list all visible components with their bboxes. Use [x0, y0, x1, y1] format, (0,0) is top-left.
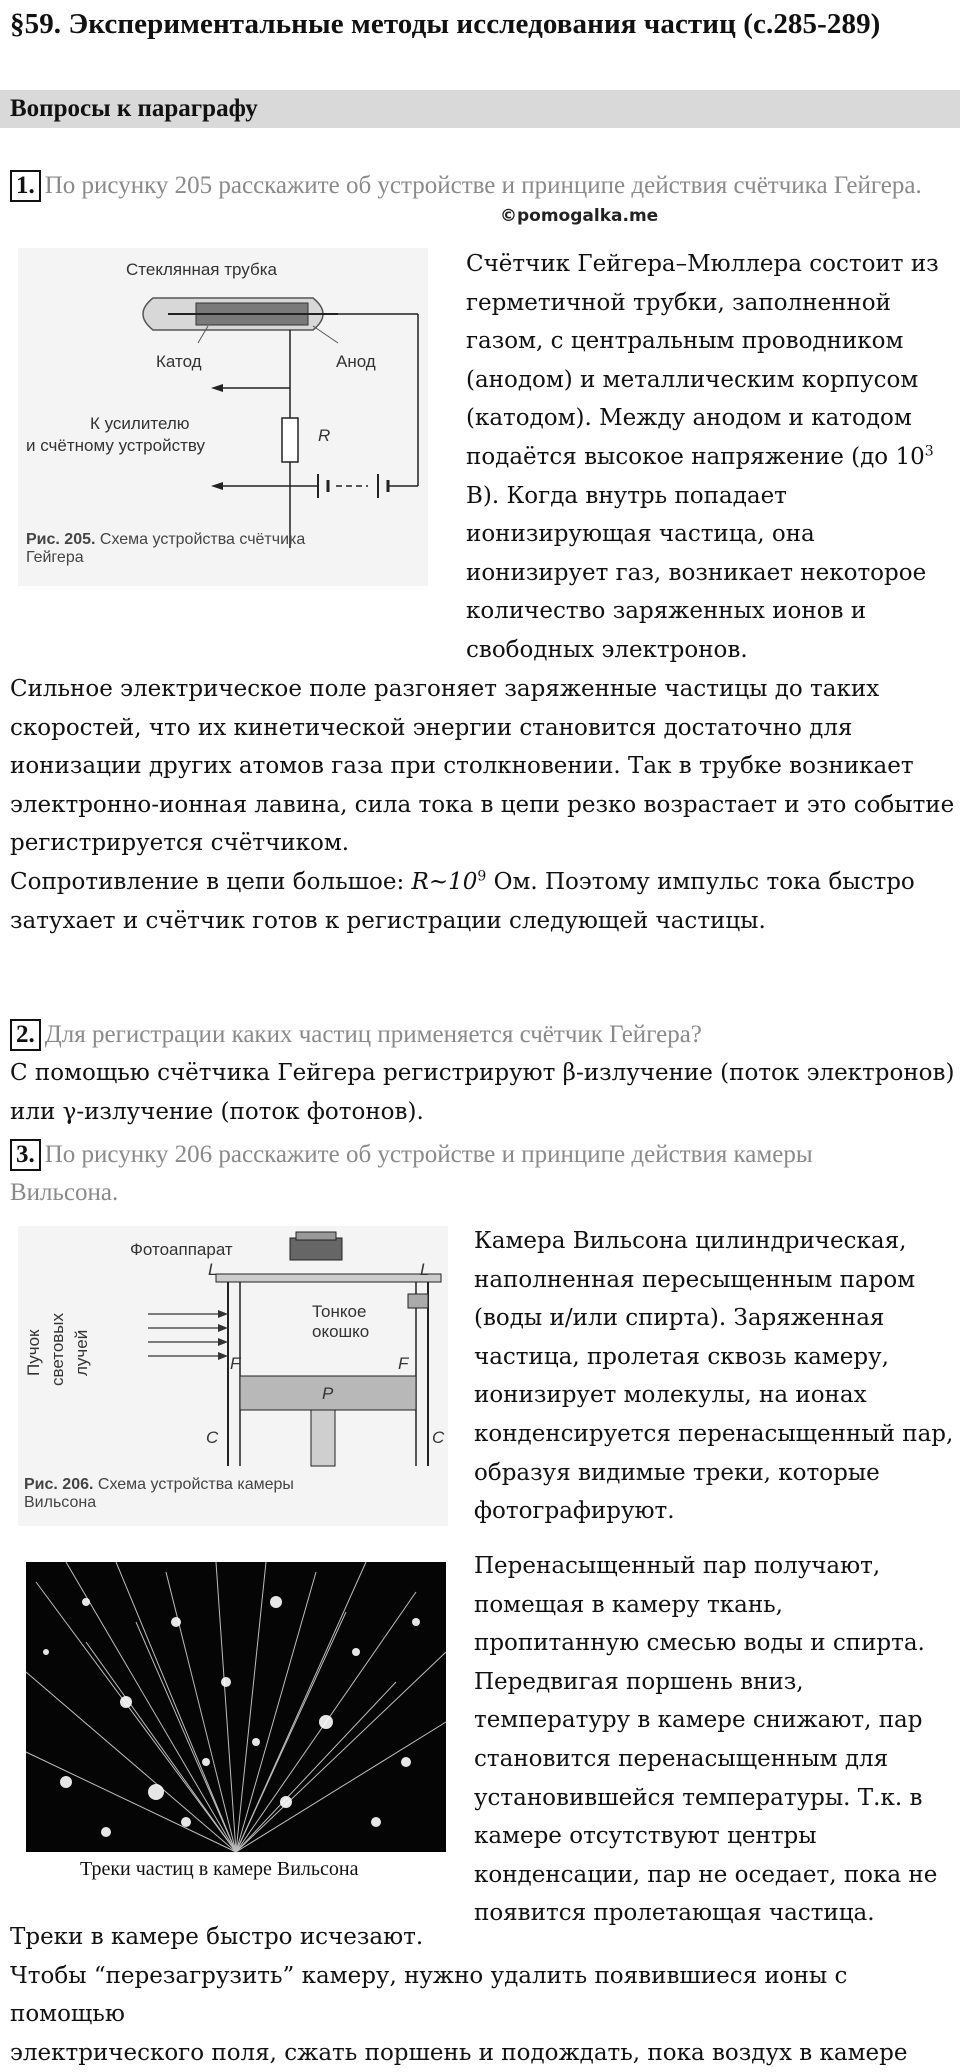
text-span: Сопротивление в цепи большое: [10, 868, 412, 895]
text-line [466, 438, 956, 477]
photo-caption: Треки частиц в камере Вильсона [80, 1858, 359, 1880]
label-beam-2: световых [48, 1312, 67, 1386]
text-line: регистрируется счётчиком. [10, 830, 350, 857]
text-line: (воды и/или спирта). Заряженная [474, 1305, 885, 1332]
text-line: установившейся температуры. Т.к. в [474, 1784, 923, 1811]
figure-caption [24, 1476, 444, 1512]
text-line: Сильное электрическое поле разгоняет заряженные частицы до таких [10, 676, 880, 702]
question-2 [10, 1016, 950, 1054]
label-anode: Анод [336, 352, 376, 371]
q1-side-text [466, 245, 956, 670]
label-c-left: C [206, 1428, 219, 1447]
question-text: По рисунку 206 расскажите об устройстве и принципе действия камеры [44, 1141, 813, 1168]
text-line: (анодом) и металлическим корпусом [466, 366, 919, 393]
text-line: ионизации других атомов газа при столкновении. Так в трубке возникает [10, 753, 914, 780]
q3-side-text-2 [474, 1547, 956, 1933]
label-amplifier-1: К усилителю [90, 414, 190, 433]
superscript: 9 [477, 868, 487, 885]
q2-answer [10, 1054, 955, 1131]
label-p: P [322, 1384, 334, 1403]
text-line: камере отсутствуют центры [474, 1823, 817, 1850]
label-beam-1: Пучок [24, 1329, 43, 1376]
text-line [10, 863, 955, 902]
text-line: Треки в камере быстро исчезают. [10, 1924, 424, 1950]
label-cathode: Катод [156, 352, 202, 371]
text-line: герметичной трубки, заполненной [466, 289, 891, 316]
q1-full-text [10, 670, 955, 940]
section-title: Вопросы к параграфу [10, 95, 258, 122]
text-line: Счётчик Гейгера–Мюллера состоит из [466, 251, 939, 277]
text-line: скоростей, что их кинетической энергии становится достаточно для [10, 714, 853, 741]
particle-tracks-image [26, 1562, 446, 1852]
caption-number: Рис. 206. [24, 1476, 94, 1493]
question-number: 1. [10, 170, 41, 202]
question-text: По рисунку 205 расскажите об устройстве и принципе действия счётчика Гейгера. [44, 172, 922, 199]
text-line: частица, пролетая сквозь камеру, [474, 1343, 889, 1370]
text-line: конденсации, пар не оседает, пока не [474, 1861, 938, 1888]
label-window-2: окошко [312, 1322, 370, 1341]
text-span: Ом. Поэтому импульс тока быстро [486, 868, 915, 895]
text-line: затухает и счётчик готов к регистрации следующей частицы. [10, 907, 766, 934]
q3-full-text [10, 1918, 955, 2072]
text-line: В). Когда внутрь попадает [466, 482, 787, 509]
text-line: становится перенасыщенным для [474, 1745, 889, 1772]
caption-text: Схема устройства счётчика [95, 531, 306, 548]
text-line: Камера Вильсона цилиндрическая, [474, 1228, 907, 1254]
question-3 [10, 1136, 950, 1212]
text-line: электрического поля, сжать поршень и подождать, пока воздух в камере [10, 2039, 908, 2066]
caption-text: Схема устройства камеры [93, 1476, 294, 1493]
section-header [0, 90, 960, 128]
question-line: Вильсона. [10, 1179, 119, 1206]
question-text: Для регистрации каких частиц применяется счётчик Гейгера? [44, 1021, 702, 1048]
question-number: 2. [10, 1019, 41, 1051]
geiger-counter-figure [18, 248, 428, 586]
label-resistor: R [318, 426, 331, 445]
cloud-chamber-figure [18, 1226, 448, 1526]
q3-side-text [474, 1222, 956, 1531]
text-line: ионизирует газ, возникает некоторое [466, 559, 927, 586]
label-l-right: L [420, 1260, 430, 1279]
label-tube: Стеклянная трубка [126, 260, 277, 279]
text-line: появится пролетающая частица. [474, 1900, 875, 1927]
text-line: ионизирующая частица, она [466, 521, 815, 548]
label-c-right: C [432, 1428, 445, 1447]
question-number: 3. [10, 1139, 41, 1171]
text-line: ионизирует молекулы, на ионах [474, 1382, 867, 1409]
watermark: ©pomogalka.me [500, 206, 659, 226]
text-line: Передвигая поршень вниз, [474, 1668, 804, 1695]
text-line: фотографируют. [474, 1498, 675, 1525]
text-line: образуя видимые треки, которые [474, 1459, 880, 1486]
formula: R~10 [411, 868, 478, 895]
text-line: количество заряженных ионов и [466, 598, 867, 625]
text-line: наполненная пересыщенным паром [474, 1266, 916, 1293]
label-camera: Фотоаппарат [130, 1240, 233, 1259]
cloud-chamber-photo [26, 1562, 446, 1852]
label-window-1: Тонкое [312, 1302, 367, 1321]
caption-text-2: Гейгера [26, 549, 84, 566]
figure-caption [26, 531, 426, 567]
text-line: или γ-излучение (поток фотонов). [10, 1098, 424, 1125]
caption-number: Рис. 205. [26, 531, 96, 548]
text-line: (катодом). Между анодом и катодом [466, 405, 912, 432]
label-f-left: F [230, 1354, 241, 1373]
text-line: Чтобы “перезагрузить” камеру, нужно удалить появившиеся ионы с помощью [10, 1962, 848, 2028]
question-1 [10, 167, 950, 205]
text-line: газом, с центральным проводником [466, 328, 904, 355]
text-span: подаётся высокое напряжение (до 10 [466, 443, 925, 470]
superscript: 3 [924, 443, 934, 460]
label-l-left: L [208, 1260, 218, 1279]
label-beam-3: лучей [72, 1329, 91, 1376]
text-line: помещая в камеру ткань, [474, 1591, 783, 1618]
text-line: свободных электронов. [466, 636, 748, 663]
text-line: пропитанную смесью воды и спирта. [474, 1630, 925, 1657]
label-f-right: F [398, 1354, 409, 1373]
text-line: электронно-ионная лавина, сила тока в цепи резко возрастает и это событие [10, 791, 955, 818]
text-line: температуру в камере снижают, пар [474, 1707, 923, 1734]
text-line: С помощью счётчика Гейгера регистрируют β-излучение (поток электронов) [10, 1060, 955, 1086]
text-line: Перенасыщенный пар получают, [474, 1553, 881, 1579]
question-line [10, 1136, 950, 1174]
caption-text-2: Вильсона [24, 1494, 97, 1511]
text-line: конденсируется перенасыщенный пар, [474, 1420, 954, 1447]
page-title: §59. Экспериментальные методы исследования частиц (с.285-289) [10, 8, 881, 40]
label-amplifier-2: и счётному устройству [26, 436, 206, 455]
